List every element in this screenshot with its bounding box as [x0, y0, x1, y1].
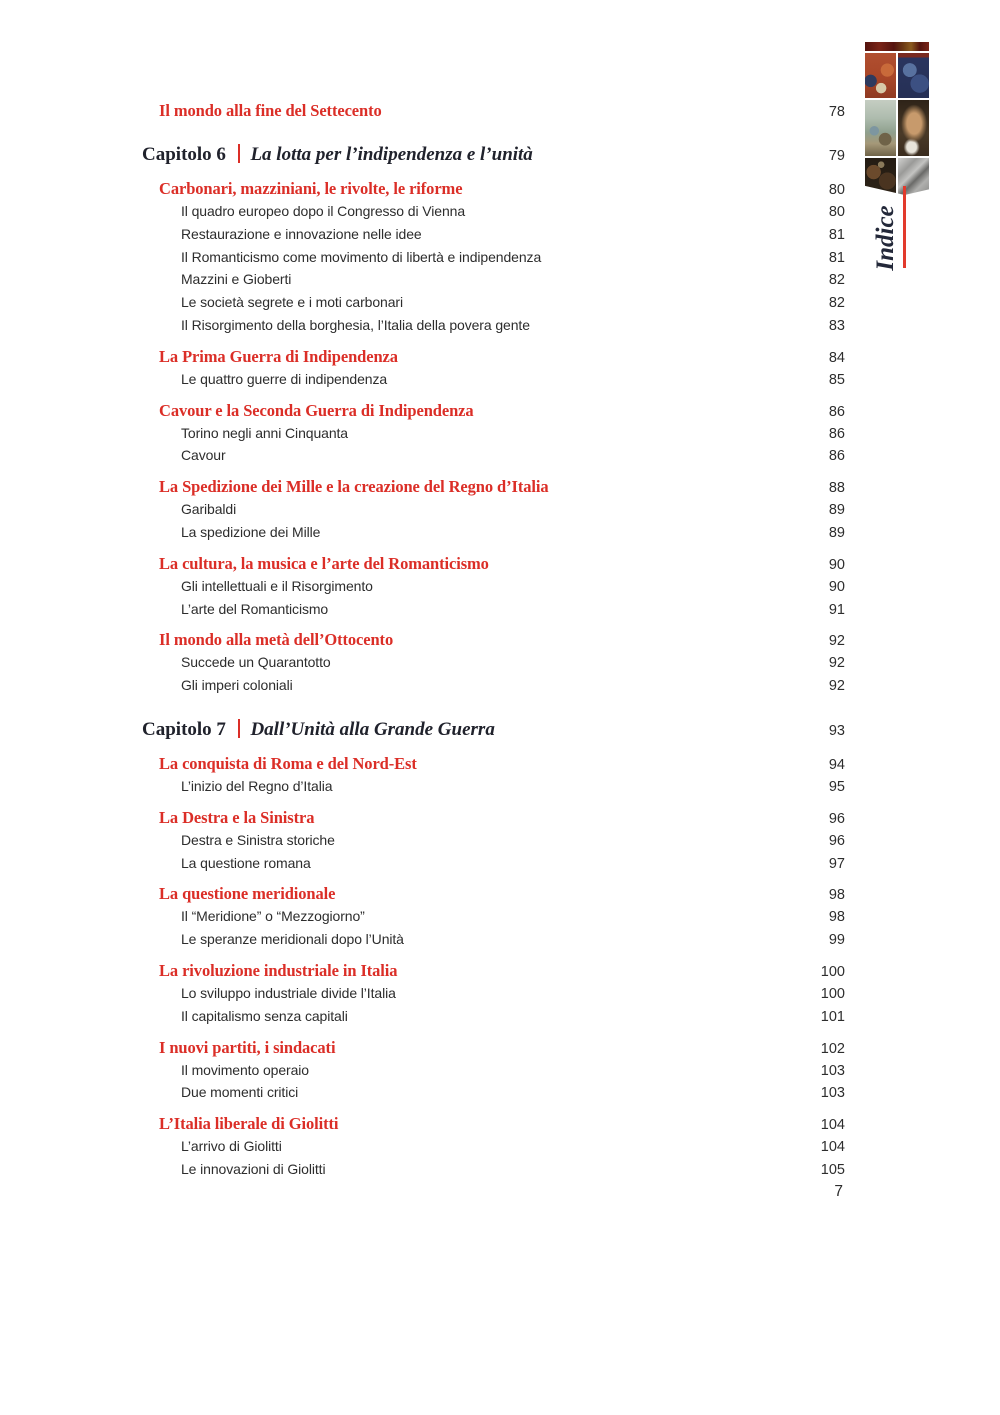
toc-subsection-title: Succede un Quarantotto	[181, 654, 331, 671]
toc-subsection-title: L’inizio del Regno d’Italia	[181, 777, 333, 794]
toc-section-title: La Destra e la Sinistra	[159, 807, 315, 827]
toc-subsection-title: Il capitalismo senza capitali	[181, 1007, 348, 1024]
toc-section-title: Il mondo alla fine del Settecento	[159, 101, 382, 120]
toc-subsection-page-number: 98	[828, 909, 845, 926]
toc-subsection-page-number: 100	[820, 985, 845, 1002]
toc-section-title: Carbonari, mazziniani, le rivolte, le riforme	[159, 179, 463, 198]
toc-subsection-page-number: 104	[820, 1139, 845, 1156]
chapter-title: Dall’Unità alla Grande Guerra	[250, 718, 495, 740]
toc-subsection	[142, 369, 845, 392]
toc-subsection-title: Le speranze meridionali dopo l’Unità	[181, 931, 404, 948]
toc-subsection-title: Torino negli anni Cinquanta	[181, 424, 348, 441]
toc-subsection	[142, 292, 845, 315]
toc-subsection-page-number: 103	[820, 1062, 845, 1079]
toc-subsection	[142, 776, 845, 799]
toc-chapter	[142, 141, 845, 170]
toc-subsection-title: La questione romana	[181, 854, 311, 871]
toc-subsection-page-number: 92	[828, 655, 845, 672]
toc-subsection-page-number: 103	[820, 1085, 845, 1102]
sidebar-tab-label: Indice	[872, 205, 899, 271]
toc-section-page-number: 80	[828, 182, 845, 198]
toc-subsection-title: Il Risorgimento della borghesia, l’Italia della povera gente	[181, 316, 530, 333]
toc-subsection-title: Le quattro guerre di indipendenza	[181, 370, 388, 387]
toc-section	[142, 1113, 845, 1136]
toc-subsection-page-number: 81	[828, 249, 845, 266]
toc-section-page-number: 90	[828, 556, 845, 573]
toc-subsection	[142, 599, 845, 622]
toc-subsection-page-number: 86	[828, 425, 845, 442]
toc-subsection-page-number: 86	[828, 448, 845, 465]
toc-chapter-title	[142, 141, 829, 168]
toc-subsection	[142, 675, 845, 698]
toc-subsection	[142, 983, 845, 1006]
toc-section-page-number: 98	[828, 887, 845, 904]
toc-subsection	[142, 652, 845, 675]
toc-section-title: La Spedizione dei Mille e la creazione del Regno d’Italia	[159, 477, 549, 497]
toc-subsection-title: Gli intellettuali e il Risorgimento	[181, 577, 373, 594]
toc-section	[142, 178, 845, 201]
toc-section	[142, 346, 845, 369]
toc-section-page-number: 84	[828, 349, 845, 366]
toc-subsection-title: Il movimento operaio	[181, 1061, 309, 1078]
toc-subsection	[142, 1006, 845, 1029]
toc-subsection-page-number: 92	[828, 678, 845, 695]
medieval-banner-strip	[865, 42, 929, 51]
toc-subsection	[142, 1136, 845, 1159]
toc-section-title: La conquista di Roma e del Nord-Est	[159, 753, 417, 773]
toc-subsection-page-number: 90	[828, 578, 845, 595]
toc-section-title: La cultura, la musica e l’arte del Romanticismo	[159, 553, 489, 573]
toc-chapter-page-number: 93	[828, 722, 845, 739]
toc-section-page-number: 102	[820, 1040, 845, 1057]
toc-entries	[142, 100, 845, 1182]
toc-subsection	[142, 423, 845, 446]
toc-section-page-number: 86	[828, 403, 845, 420]
dark-battle-painting-thumb	[865, 158, 896, 195]
toc-subsection	[142, 224, 845, 247]
toc-section-page-number: 78	[828, 104, 845, 120]
toc-subsection	[142, 315, 845, 338]
toc-subsection-title: Destra e Sinistra storiche	[181, 831, 335, 848]
toc-section	[142, 1037, 845, 1060]
toc-section-title: La rivoluzione industriale in Italia	[159, 960, 398, 980]
toc-subsection-page-number: 81	[828, 226, 845, 243]
toc-subsection-title: Cavour	[181, 447, 226, 464]
red-medieval-painting-thumb	[865, 53, 896, 98]
toc-section-page-number: 104	[820, 1117, 845, 1134]
toc-subsection-page-number: 89	[828, 524, 845, 541]
toc-subsection	[142, 269, 845, 292]
chapter-divider-bar	[238, 719, 241, 738]
toc-section	[142, 476, 845, 499]
sidebar-red-rule	[903, 186, 906, 268]
chapter-title: La lotta per l’indipendenza e l’unità	[250, 144, 533, 165]
blue-figures-painting-thumb	[898, 53, 929, 98]
toc-subsection	[142, 522, 845, 545]
toc-subsection-page-number: 99	[828, 932, 845, 949]
toc-subsection-title: Il quadro europeo dopo il Congresso di Vienna	[181, 203, 466, 219]
page-number: 7	[834, 1183, 843, 1200]
toc-subsection	[142, 853, 845, 876]
toc-subsection-page-number: 101	[820, 1008, 845, 1025]
toc-section-title: L’Italia liberale di Giolitti	[159, 1114, 339, 1134]
toc-section	[142, 753, 845, 776]
toc-subsection-title: La spedizione dei Mille	[181, 523, 321, 540]
toc-section-title: La questione meridionale	[159, 884, 336, 904]
toc-subsection	[142, 929, 845, 952]
toc-subsection	[142, 1159, 845, 1182]
chapter-label: Capitolo 6	[142, 144, 226, 165]
toc-subsection-page-number: 97	[828, 855, 845, 872]
toc-chapter	[142, 716, 845, 745]
toc-section	[142, 400, 845, 423]
toc-section	[142, 629, 845, 652]
toc-subsection	[142, 576, 845, 599]
toc-section-title: La Prima Guerra di Indipendenza	[159, 346, 398, 366]
toc-subsection-page-number: 89	[828, 502, 845, 519]
toc-subsection	[142, 1082, 845, 1105]
toc-subsection	[142, 830, 845, 853]
toc-subsection-title: Le innovazioni di Giolitti	[181, 1160, 326, 1177]
toc-subsection-page-number: 82	[828, 295, 845, 312]
toc-section-title: Cavour e la Seconda Guerra di Indipendenza	[159, 400, 474, 420]
toc-section-page-number: 100	[820, 963, 845, 980]
toc-subsection-title: Il “Meridione” o “Mezzogiorno”	[181, 908, 365, 925]
toc-subsection	[142, 445, 845, 468]
toc-section-page-number: 94	[828, 756, 845, 773]
chapter-thumbnail-strip	[865, 42, 931, 195]
toc-subsection	[142, 906, 845, 929]
toc-section-page-number: 96	[828, 810, 845, 827]
chapter-label: Capitolo 7	[142, 718, 226, 740]
toc-section-page-number: 88	[828, 480, 845, 497]
toc-subsection-page-number: 91	[828, 601, 845, 618]
toc-subsection-page-number: 96	[828, 832, 845, 849]
toc-section-page-number: 92	[828, 633, 845, 650]
toc-subsection-title: Restaurazione e innovazione nelle idee	[181, 225, 422, 242]
toc-subsection-title: Garibaldi	[181, 501, 237, 518]
toc-subsection-title: Mazzini e Gioberti	[181, 271, 292, 288]
toc-subsection-title: Il Romanticismo come movimento di libertà e indipendenza	[181, 248, 542, 265]
toc-subsection-page-number: 80	[828, 204, 845, 220]
toc-subsection-page-number: 95	[828, 778, 845, 795]
toc-subsection-page-number: 105	[820, 1161, 845, 1178]
bearded-man-portrait-thumb	[898, 100, 929, 156]
toc-section	[142, 960, 845, 983]
toc-subsection-page-number: 85	[828, 371, 845, 388]
toc-section	[142, 553, 845, 576]
toc-subsection-title: Gli imperi coloniali	[181, 677, 293, 694]
table-of-contents	[142, 100, 845, 1182]
toc-subsection	[142, 499, 845, 522]
chapter-divider-bar	[238, 144, 241, 163]
toc-subsection-page-number: 82	[828, 272, 845, 289]
toc-chapter-title	[142, 716, 829, 743]
toc-subsection-title: Lo sviluppo industriale divide l’Italia	[181, 984, 396, 1001]
toc-section	[142, 883, 845, 906]
toc-subsection-page-number: 83	[828, 317, 845, 334]
toc-subsection-title: Due momenti critici	[181, 1084, 299, 1101]
toc-subsection-title: Le società segrete e i moti carbonari	[181, 294, 403, 311]
toc-subsection-title: L’arrivo di Giolitti	[181, 1138, 282, 1155]
toc-section-title: I nuovi partiti, i sindacati	[159, 1037, 336, 1057]
battle-landscape-painting-thumb	[865, 100, 896, 156]
toc-subsection-title: L’arte del Romanticismo	[181, 600, 329, 617]
toc-section-title: Il mondo alla metà dell’Ottocento	[159, 630, 394, 650]
toc-section	[142, 807, 845, 830]
toc-subsection	[142, 201, 845, 224]
toc-section	[142, 100, 845, 123]
toc-subsection	[142, 1060, 845, 1083]
toc-chapter-page-number: 79	[828, 148, 845, 164]
toc-subsection	[142, 247, 845, 270]
